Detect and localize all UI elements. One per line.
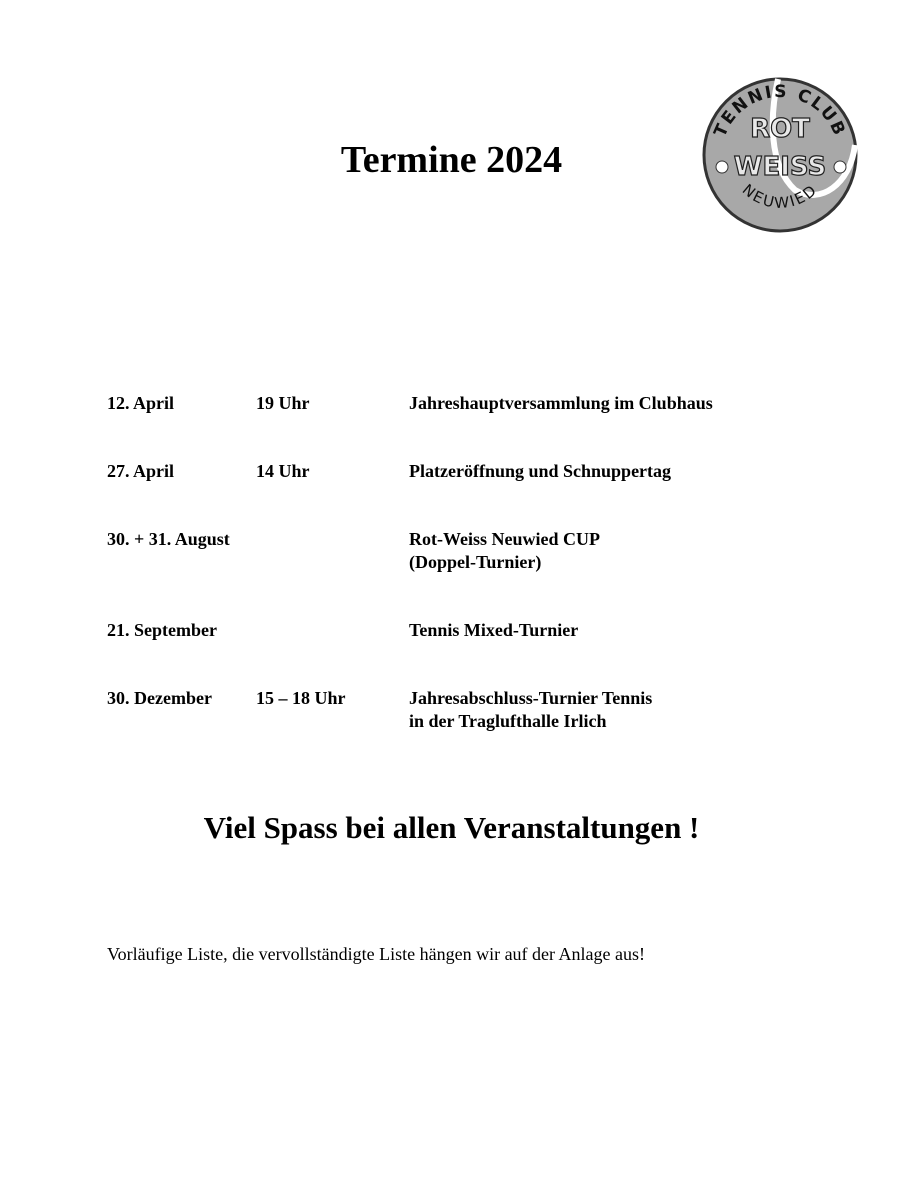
event-time: 19 Uhr (256, 393, 310, 413)
svg-text:NEUWIED: NEUWIED (738, 180, 822, 213)
footer-note: Vorläufige Liste, die vervollständigte Liste hängen wir auf der Anlage aus! (107, 944, 646, 964)
event-time: 14 Uhr (256, 461, 310, 481)
event-description-line2: in der Traglufthalle Irlich (409, 711, 607, 731)
slogan: Viel Spass bei allen Veranstaltungen ! (203, 810, 700, 845)
svg-text:ROT: ROT (750, 114, 810, 144)
event-date: 12. April (107, 393, 175, 413)
svg-text:WEISS: WEISS (733, 152, 827, 182)
event-description: Jahreshauptversammlung im Clubhaus (409, 393, 713, 413)
club-logo (700, 75, 860, 235)
event-date: 21. September (107, 620, 217, 640)
event-description: Tennis Mixed-Turnier (409, 620, 579, 640)
event-description: Platzeröffnung und Schnuppertag (409, 461, 672, 481)
event-time: 15 – 18 Uhr (256, 688, 346, 708)
event-description: Jahresabschluss-Turnier Tennis (409, 688, 653, 708)
svg-text:TENNIS CLUB: TENNIS CLUB (710, 81, 850, 141)
event-date: 30. Dezember (107, 688, 212, 708)
page-title: Termine 2024 (340, 139, 563, 181)
event-description: Rot-Weiss Neuwied CUP (409, 529, 600, 549)
event-date: 30. + 31. August (107, 529, 230, 549)
event-description-line2: (Doppel-Turnier) (409, 552, 542, 572)
event-date: 27. April (107, 461, 175, 481)
